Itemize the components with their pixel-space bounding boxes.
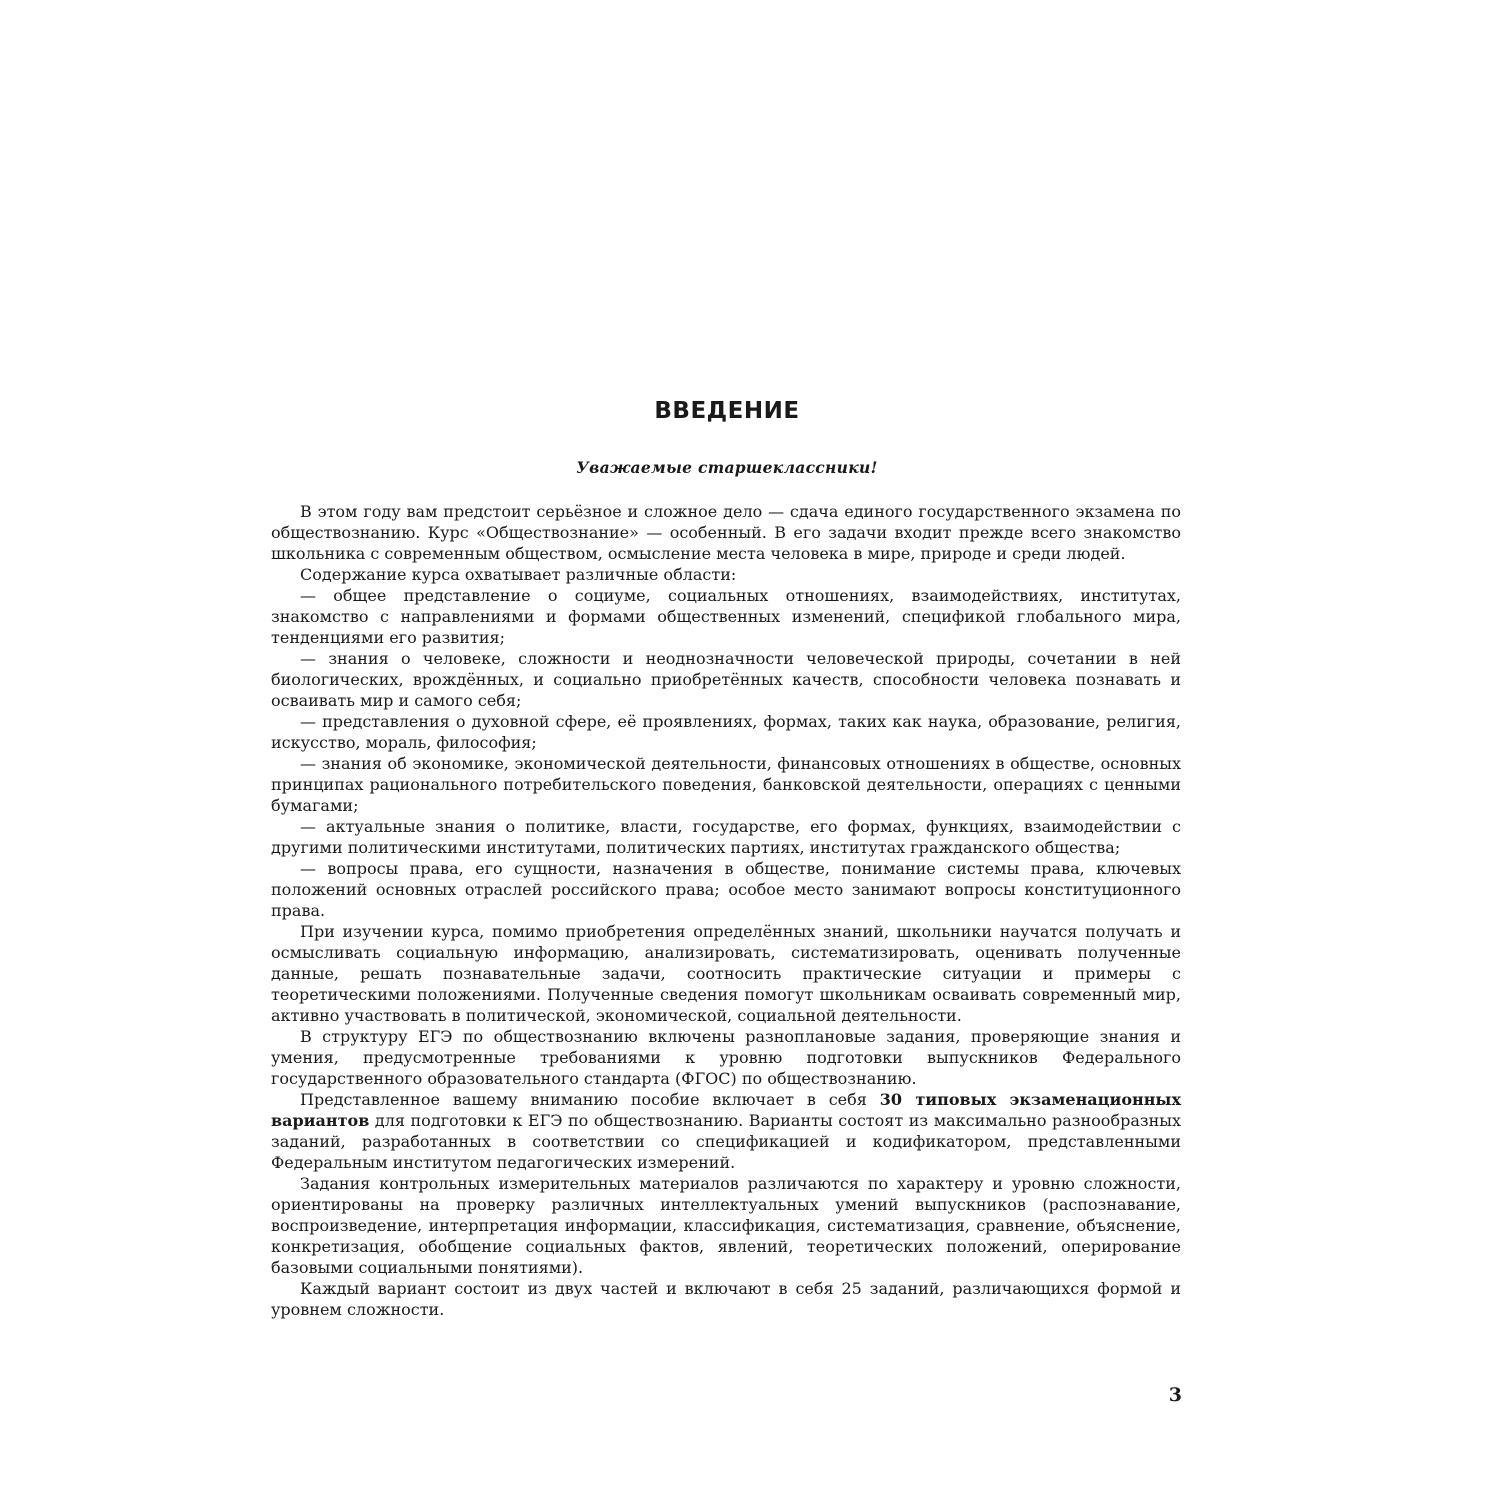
paragraph-tasks: Задания контрольных измерительных материалов различаются по характеру и уровню сложности, ориентированы на проверку различных интеллектуальных умений выпускников (распознавание, воспроизведение, интерпретация информации, классификация, систематизация, сравнение, объяснение, конкретизация, обобщение социальных фактов, явлений, теоретических положений, оперирование базовыми социальными понятиями).	[271, 1174, 1181, 1277]
list-item-society: — общее представление о социуме, социальных отношениях, взаимодействиях, институтах, знакомство с направлениями и формами общественных изменений, спецификой глобального мира, тенденциями его развития;	[271, 586, 1181, 647]
paragraph-exam-structure: В структуру ЕГЭ по обществознанию включены разноплановые задания, проверяющие знания и умения, предусмотренные требованиями к уровню подготовки выпускников Федерального государственного образовательного стандарта (ФГОС) по обществознанию.	[271, 1027, 1181, 1088]
list-item-spiritual: — представления о духовной сфере, её проявлениях, формах, таких как наука, образование, религия, искусство, мораль, философия;	[271, 712, 1181, 752]
list-item-law: — вопросы права, его сущности, назначения в обществе, понимание системы права, ключевых положений основных отраслей российского права; особое место занимают вопросы конституционного права.	[271, 859, 1181, 920]
paragraph-manual	[271, 1089, 1181, 1173]
paragraph-manual-before: Представленное вашему вниманию пособие включает в себя	[300, 1090, 880, 1109]
paragraph-content-areas: Содержание курса охватывает различные области:	[300, 565, 737, 584]
greeting: Уважаемые старшеклассники!	[576, 458, 878, 477]
paragraph-manual-after: для подготовки к ЕГЭ по обществознанию. Варианты состоят из максимально разнообразных заданий, разработанных в соответствии со спецификацией и кодификатором, представленными Федеральным институтом педагогических измерений.	[271, 1111, 1181, 1172]
paragraph-intro: В этом году вам предстоит серьёзное и сложное дело — сдача единого государственного экзамена по обществознанию. Курс «Обществознание» — особенный. В его задачи входит прежде всего знакомство школьника с современным обществом, осмысление места человека в мире, природе и среди людей.	[271, 502, 1181, 563]
page-number: 3	[1168, 1384, 1182, 1406]
body-text	[271, 501, 1181, 1320]
list-item-economy: — знания об экономике, экономической деятельности, финансовых отношениях в обществе, основных принципах рационального потребительского поведения, банковской деятельности, операциях с ценными бумагами;	[271, 754, 1181, 815]
list-item-human: — знания о человеке, сложности и неоднозначности человеческой природы, сочетании в ней биологических, врождённых, и социально приобретённых качеств, способности человека познавать и осваивать мир и самого себя;	[271, 649, 1181, 710]
paragraph-skills: При изучении курса, помимо приобретения определённых знаний, школьники научатся получать и осмысливать социальную информацию, анализировать, систематизировать, оценивать полученные данные, решать познавательные задачи, соотносить практические ситуации и примеры с теоретическими положениями. Полученные сведения помогут школьникам осваивать современный мир, активно участвовать в политической, экономической, социальной деятельности.	[271, 922, 1181, 1025]
page-title: ВВЕДЕНИЕ	[654, 398, 800, 424]
paragraph-variant: Каждый вариант состоит из двух частей и включают в себя 25 заданий, различающихся формой и уровнем сложности.	[271, 1279, 1181, 1319]
list-item-politics: — актуальные знания о политике, власти, государстве, его формах, функциях, взаимодействии с другими политическими институтами, политических партиях, институтах гражданского общества;	[271, 817, 1181, 857]
paragraph-manual-bold: 30 типовых экзаменационных вариантов	[271, 1090, 1182, 1130]
